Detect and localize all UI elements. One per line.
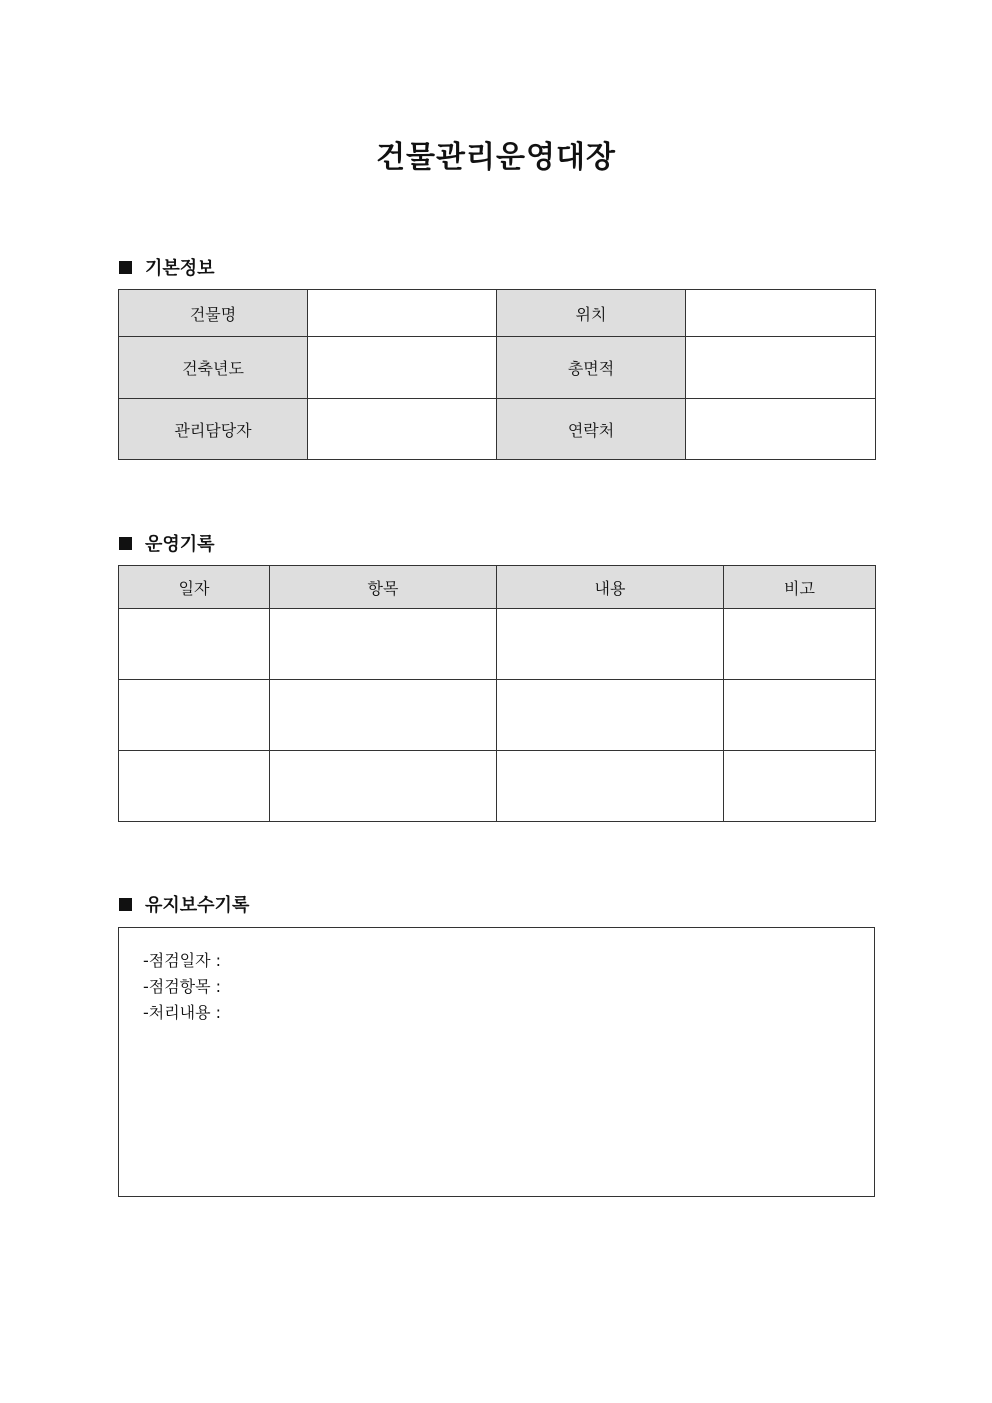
basic-info-heading-text: 기본정보 xyxy=(145,258,215,279)
operation-heading-text: 운영기록 xyxy=(145,534,215,555)
table-row xyxy=(119,680,876,751)
table-row xyxy=(119,290,876,337)
table-cell[interactable] xyxy=(270,680,497,751)
treatment-content-line: -처리내용 : xyxy=(143,1003,222,1022)
table-cell[interactable] xyxy=(724,609,876,680)
table-cell[interactable] xyxy=(497,680,724,751)
maintenance-heading-text: 유지보수기록 xyxy=(145,895,250,916)
manager-label: 관리담당자 xyxy=(119,399,308,460)
table-cell[interactable] xyxy=(497,609,724,680)
table-cell[interactable] xyxy=(119,680,270,751)
operation-heading xyxy=(119,530,215,556)
page-title: 건물관리운영대장 xyxy=(376,140,616,175)
construction-year-label: 건축년도 xyxy=(119,337,308,399)
contact-label: 연락처 xyxy=(497,399,686,460)
table-row xyxy=(119,337,876,399)
inspection-item-line: -점검항목 : xyxy=(143,977,222,996)
column-header-remarks: 비고 xyxy=(724,566,876,609)
table-row xyxy=(119,751,876,822)
table-header-row xyxy=(119,566,876,609)
table-cell[interactable] xyxy=(270,751,497,822)
table-cell[interactable] xyxy=(724,680,876,751)
total-area-value[interactable] xyxy=(686,337,876,399)
table-cell[interactable] xyxy=(497,751,724,822)
construction-year-value[interactable] xyxy=(308,337,497,399)
table-cell[interactable] xyxy=(119,609,270,680)
table-cell[interactable] xyxy=(724,751,876,822)
basic-info-table xyxy=(118,289,876,460)
square-bullet-icon xyxy=(119,537,132,550)
table-row xyxy=(119,399,876,460)
basic-info-heading xyxy=(119,254,215,280)
column-header-content: 내용 xyxy=(497,566,724,609)
square-bullet-icon xyxy=(119,898,132,911)
building-name-value[interactable] xyxy=(308,290,497,337)
location-label: 위치 xyxy=(497,290,686,337)
table-cell[interactable] xyxy=(270,609,497,680)
column-header-date: 일자 xyxy=(119,566,270,609)
contact-value[interactable] xyxy=(686,399,876,460)
inspection-date-line: -점검일자 : xyxy=(143,951,222,970)
location-value[interactable] xyxy=(686,290,876,337)
maintenance-record-box[interactable] xyxy=(118,927,875,1197)
column-header-item: 항목 xyxy=(270,566,497,609)
table-cell[interactable] xyxy=(119,751,270,822)
manager-value[interactable] xyxy=(308,399,497,460)
square-bullet-icon xyxy=(119,261,132,274)
building-name-label: 건물명 xyxy=(119,290,308,337)
table-row xyxy=(119,609,876,680)
total-area-label: 총면적 xyxy=(497,337,686,399)
maintenance-fields xyxy=(143,948,221,1026)
operation-table xyxy=(118,565,876,822)
maintenance-heading xyxy=(119,891,249,917)
